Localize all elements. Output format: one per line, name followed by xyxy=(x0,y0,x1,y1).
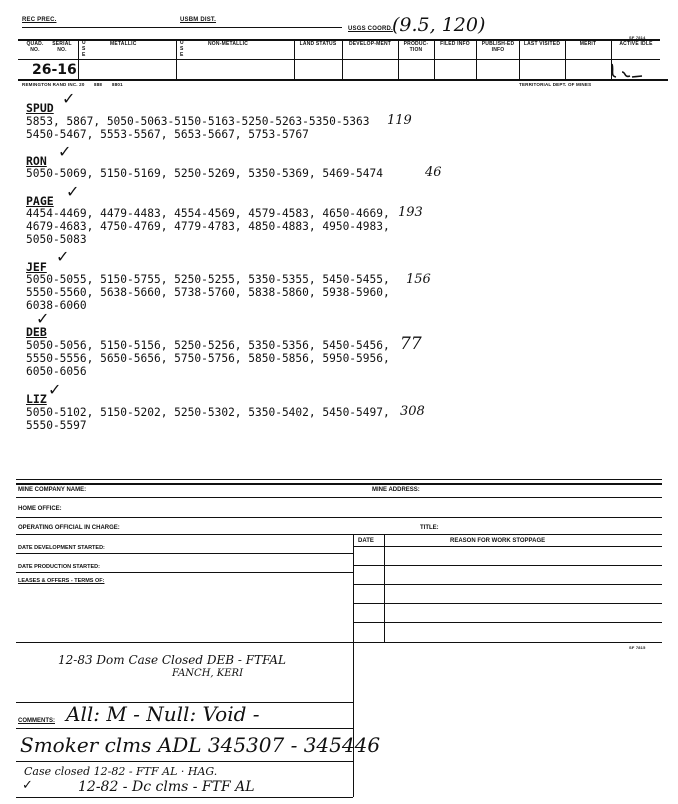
claim-name: RON xyxy=(26,154,47,168)
col-production: PRODUC-TION xyxy=(403,41,429,53)
handwritten-scribble-icon xyxy=(608,60,644,82)
code-letter-s2: S xyxy=(180,46,184,52)
claim-line: 4679-4683, 4750-4769, 4779-4783, 4850-4883, 4950-4983, xyxy=(26,220,390,233)
col-serial-no: SERIAL NO. xyxy=(52,41,72,53)
col-merit: MERIT xyxy=(579,41,597,47)
claim-line: 6050-6056 xyxy=(26,365,87,378)
mine-company-name-label: MINE COMPANY NAME: xyxy=(18,487,87,493)
comment-line3: Case closed 12-82 - FTF AL · HAG. xyxy=(24,765,218,778)
territorial-dept: TERRITORIAL DEPT. OF MINES xyxy=(519,82,592,87)
claim-line: 5050-5056, 5150-5156, 5250-5256, 5350-5356, 5450-5456, xyxy=(26,339,390,352)
col-last-visited: LAST VISITED xyxy=(523,41,561,47)
claim-line: 6038-6060 xyxy=(26,299,87,312)
operating-official-label: OPERATING OFFICIAL IN CHARGE: xyxy=(18,525,120,531)
comment-line2: Smoker clms ADL 345307 - 345446 xyxy=(20,733,381,757)
mine-address-label: MINE ADDRESS: xyxy=(372,487,420,493)
claim-name: DEB xyxy=(26,325,47,339)
code-letter-u2: U xyxy=(180,40,184,46)
claim-line: 5550-5560, 5638-5660, 5738-5760, 5838-5860, 5938-5960, xyxy=(26,286,390,299)
quad-number: 26-16 xyxy=(32,62,77,78)
claim-count: 193 xyxy=(398,205,423,220)
code-letter-e2: E xyxy=(180,52,184,58)
printer-imprint: REMINGTON RAND INC. 20 xyxy=(22,82,85,87)
claim-count: 156 xyxy=(406,272,431,287)
title-label: TITLE: xyxy=(420,525,439,531)
claim-line: 4454-4469, 4479-4483, 4554-4569, 4579-4583, 4650-4669, xyxy=(26,207,390,220)
claim-line: 5550-5597 xyxy=(26,419,87,432)
rec-prec-label: REC PREC. xyxy=(22,17,57,23)
usbm-dist-label: USBM DIST. xyxy=(180,17,217,23)
claim-line: 5050-5102, 5150-5202, 5250-5302, 5350-5402, 5450-5497, xyxy=(26,406,390,419)
date-production-started-label: DATE PRODUCTION STARTED: xyxy=(18,564,100,570)
claim-line: 5853, 5867, 5050-5063-5150-5163-5250-5263-5350-5363 xyxy=(26,115,370,128)
printer-code-1: 888 xyxy=(94,82,103,87)
leases-offers-label: LEASES & OFFERS - TERMS OF: xyxy=(18,578,105,584)
col-metallic: METALLIC xyxy=(110,41,137,47)
col-development: DEVELOP-MENT xyxy=(348,41,392,47)
code-letter-u: U xyxy=(82,40,86,46)
code-letter-e: E xyxy=(82,52,86,58)
reason-column-header: REASON FOR WORK STOPPAGE xyxy=(450,538,546,544)
checkmark-icon: ✓ xyxy=(66,182,80,201)
form-number: SF 7814 xyxy=(629,35,646,40)
claim-name: JEF xyxy=(26,260,47,274)
col-filed-info: FILED INFO xyxy=(440,41,470,47)
claim-count: 46 xyxy=(425,165,442,180)
form-number-bottom: SF 7815 xyxy=(629,645,646,650)
date-column-header: DATE xyxy=(358,538,374,544)
handwritten-note-line1: 12-83 Dom Case Closed DEB - FTFAL xyxy=(58,653,286,667)
checkmark-icon: ✓ xyxy=(48,380,62,399)
comment-line4: 12-82 - Dc clms - FTF AL xyxy=(78,779,255,795)
checkmark-icon: ✓ xyxy=(62,89,76,108)
col-active-idle: ACTIVE IDLE xyxy=(619,41,653,47)
claim-name: PAGE xyxy=(26,194,54,208)
claim-name: SPUD xyxy=(26,101,54,115)
checkmark-icon: ✓ xyxy=(58,142,72,161)
home-office-label: HOME OFFICE: xyxy=(18,506,62,512)
col-quad-no: QUAD. NO. xyxy=(26,41,44,53)
claim-count: 77 xyxy=(400,334,422,354)
col-published-info: PUBLISH-ED INFO xyxy=(481,41,515,53)
checkmark-icon: ✓ xyxy=(22,778,33,793)
usgs-coord-label: USGS COORD. xyxy=(348,26,393,32)
claim-line: 5050-5083 xyxy=(26,233,87,246)
claim-line: 5550-5556, 5650-5656, 5750-5756, 5850-5856, 5950-5956, xyxy=(26,352,390,365)
usgs-coord-value: (9.5, 120) xyxy=(392,14,486,36)
col-non-metallic: NON-METALLIC xyxy=(208,41,249,47)
claim-count: 308 xyxy=(400,404,425,419)
checkmark-icon: ✓ xyxy=(56,247,70,266)
col-land-status: LAND STATUS xyxy=(299,41,337,47)
claim-name: LIZ xyxy=(26,392,47,406)
claim-line: 5450-5467, 5553-5567, 5653-5667, 5753-5767 xyxy=(26,128,309,141)
date-development-started-label: DATE DEVELOPMENT STARTED: xyxy=(18,545,105,551)
checkmark-icon: ✓ xyxy=(36,309,50,328)
claim-line: 5050-5069, 5150-5169, 5250-5269, 5350-5369, 5469-5474 xyxy=(26,167,383,180)
claim-line: 5050-5055, 5150-5755, 5250-5255, 5350-5355, 5450-5455, xyxy=(26,273,390,286)
comments-label: COMMENTS: xyxy=(18,718,55,724)
printer-code-2: 8801 xyxy=(112,82,123,87)
comment-line1: All: M - Null: Void - xyxy=(66,702,260,726)
claim-count: 119 xyxy=(387,113,412,128)
code-letter-s: S xyxy=(82,46,86,52)
handwritten-note-line2: FANCH, KERI xyxy=(172,668,244,679)
